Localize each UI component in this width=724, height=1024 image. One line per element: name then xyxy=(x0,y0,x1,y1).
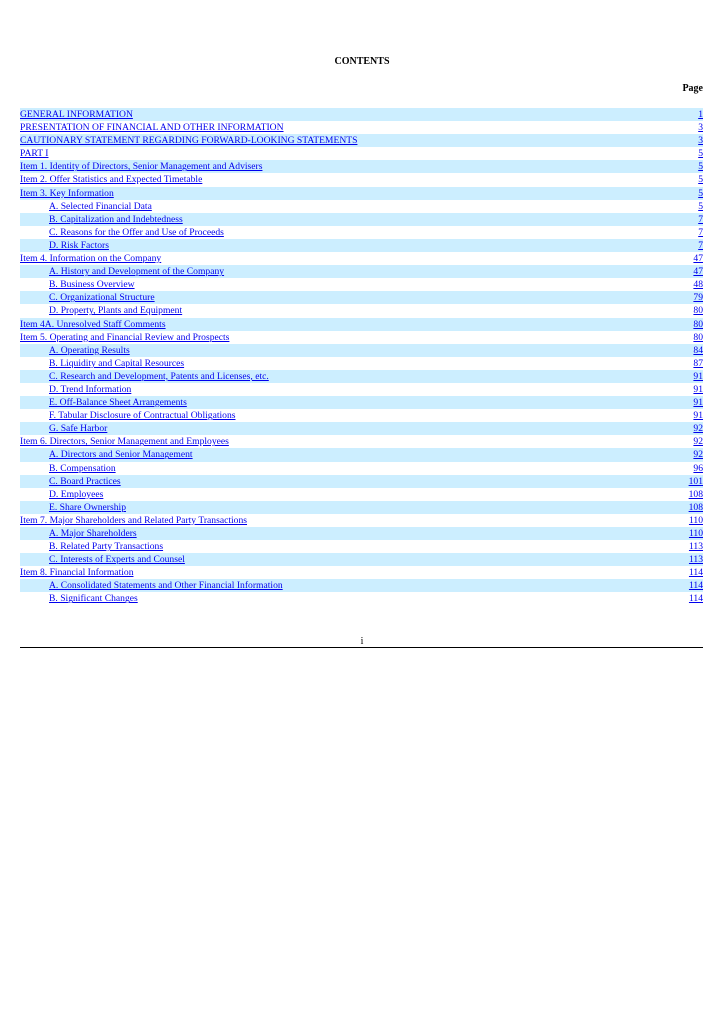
table-of-contents xyxy=(20,108,703,606)
toc-page-link[interactable]: 108 xyxy=(688,501,703,513)
toc-row xyxy=(20,187,703,200)
toc-row xyxy=(20,121,703,134)
toc-entry-link[interactable]: E. Share Ownership xyxy=(49,501,126,513)
toc-entry-link[interactable]: Item 4A. Unresolved Staff Comments xyxy=(20,318,166,330)
toc-page-link[interactable]: 47 xyxy=(693,253,703,265)
toc-row xyxy=(20,422,703,435)
toc-row xyxy=(20,108,703,121)
toc-entry-link[interactable]: A. Operating Results xyxy=(49,344,130,356)
toc-row xyxy=(20,501,703,514)
page-title: CONTENTS xyxy=(334,56,390,67)
toc-page-link[interactable]: 5 xyxy=(698,200,703,212)
toc-row xyxy=(20,134,703,147)
toc-page-link[interactable]: 113 xyxy=(688,554,703,566)
toc-page-link[interactable]: 7 xyxy=(698,226,703,238)
toc-row xyxy=(20,488,703,501)
toc-row xyxy=(20,527,703,540)
toc-row xyxy=(20,200,703,213)
toc-page-link[interactable]: 110 xyxy=(688,528,703,539)
toc-page-link[interactable]: 110 xyxy=(688,514,703,526)
toc-page-link[interactable]: 5 xyxy=(698,174,703,186)
toc-entry-link[interactable]: D. Trend Information xyxy=(49,383,132,395)
toc-page-link[interactable]: 47 xyxy=(693,266,703,278)
toc-entry-link[interactable]: Item 4. Information on the Company xyxy=(20,253,162,265)
toc-entry-link[interactable]: Item 3. Key Information xyxy=(20,187,114,199)
toc-row xyxy=(20,383,703,396)
toc-entry-link[interactable]: A. Directors and Senior Management xyxy=(49,449,193,461)
toc-entry-link[interactable]: A. Consolidated Statements and Other Financial Information xyxy=(49,580,283,592)
toc-page-link[interactable]: 80 xyxy=(693,305,703,317)
toc-page-link[interactable]: 101 xyxy=(688,475,703,487)
toc-entry-link[interactable]: D. Property, Plants and Equipment xyxy=(49,305,183,317)
toc-page-link[interactable]: 5 xyxy=(698,148,703,160)
toc-entry-link[interactable]: A. Selected Financial Data xyxy=(49,200,152,212)
toc-entry-link[interactable]: C. Reasons for the Offer and Use of Proceeds xyxy=(49,226,224,238)
toc-row xyxy=(20,344,703,357)
toc-row xyxy=(20,213,703,226)
toc-entry-link[interactable]: CAUTIONARY STATEMENT REGARDING FORWARD-LOOKING STATEMENTS xyxy=(20,135,358,147)
toc-entry-link[interactable]: D. Risk Factors xyxy=(49,239,109,251)
toc-entry-link[interactable]: A. History and Development of the Company xyxy=(49,266,225,278)
toc-row xyxy=(20,147,703,160)
footer-divider xyxy=(20,647,703,648)
toc-entry-link[interactable]: C. Interests of Experts and Counsel xyxy=(49,554,185,566)
toc-entry-link[interactable]: Item 5. Operating and Financial Review and Prospects xyxy=(20,331,230,343)
toc-row xyxy=(20,396,703,409)
toc-page-link[interactable]: 92 xyxy=(693,449,703,461)
toc-entry-link[interactable]: PRESENTATION OF FINANCIAL AND OTHER INFORMATION xyxy=(20,122,284,134)
toc-row xyxy=(20,475,703,488)
toc-entry-link[interactable]: Item 7. Major Shareholders and Related Party Transactions xyxy=(20,514,248,526)
toc-page-link[interactable]: 91 xyxy=(693,397,703,409)
toc-row xyxy=(20,370,703,383)
toc-entry-link[interactable]: B. Related Party Transactions xyxy=(49,541,164,553)
toc-row xyxy=(20,239,703,252)
toc-row xyxy=(20,462,703,475)
toc-page-link[interactable]: 87 xyxy=(693,357,703,369)
toc-page-link[interactable]: 91 xyxy=(693,410,703,422)
toc-row xyxy=(20,553,703,566)
toc-row xyxy=(20,278,703,291)
toc-page-link[interactable]: 80 xyxy=(693,331,703,343)
toc-page-link[interactable]: 7 xyxy=(698,213,703,225)
toc-page-link[interactable]: 5 xyxy=(698,161,703,173)
toc-row xyxy=(20,173,703,186)
toc-entry-link[interactable]: B. Liquidity and Capital Resources xyxy=(49,357,185,369)
toc-page-link[interactable]: 79 xyxy=(693,292,703,304)
toc-entry-link[interactable]: F. Tabular Disclosure of Contractual Obligations xyxy=(49,410,236,422)
toc-page-link[interactable]: 80 xyxy=(693,318,703,330)
toc-row xyxy=(20,252,703,265)
toc-entry-link[interactable]: B. Business Overview xyxy=(49,279,135,291)
toc-page-link[interactable]: 1 xyxy=(698,109,703,120)
toc-row xyxy=(20,409,703,422)
toc-entry-link[interactable]: G. Safe Harbor xyxy=(49,423,108,435)
toc-row xyxy=(20,331,703,344)
toc-entry-link[interactable]: D. Employees xyxy=(49,488,104,500)
toc-row xyxy=(20,592,703,605)
footer-page-number: i xyxy=(360,636,364,647)
toc-entry-link[interactable]: Item 6. Directors, Senior Management and Employees xyxy=(20,436,229,448)
toc-entry-link[interactable]: B. Significant Changes xyxy=(49,593,138,605)
toc-page-link[interactable]: 91 xyxy=(693,370,703,382)
toc-page-link[interactable]: 114 xyxy=(688,593,703,605)
toc-entry-link[interactable]: Item 8. Financial Information xyxy=(20,567,134,579)
toc-page-link[interactable]: 3 xyxy=(698,135,703,147)
page-column-header: Page xyxy=(682,83,703,94)
toc-page-link[interactable]: 108 xyxy=(688,488,703,500)
toc-row xyxy=(20,318,703,331)
toc-page-link[interactable]: 7 xyxy=(698,239,703,251)
toc-page-link[interactable]: 113 xyxy=(688,541,703,553)
toc-page-link[interactable]: 91 xyxy=(693,383,703,395)
toc-entry-link[interactable]: C. Research and Development, Patents and Licenses, etc. xyxy=(49,370,269,382)
toc-row xyxy=(20,160,703,173)
toc-page-link[interactable]: 3 xyxy=(698,122,703,134)
toc-entry-link[interactable]: PART I xyxy=(20,148,49,160)
toc-entry-link[interactable]: GENERAL INFORMATION xyxy=(20,109,133,120)
toc-row xyxy=(20,226,703,239)
toc-entry-link[interactable]: Item 1. Identity of Directors, Senior Management and Advisers xyxy=(20,161,263,173)
toc-page-link[interactable]: 96 xyxy=(693,462,703,474)
toc-page-link[interactable]: 48 xyxy=(693,279,703,291)
toc-page-link[interactable]: 114 xyxy=(688,567,703,579)
toc-entry-link[interactable]: C. Board Practices xyxy=(49,475,121,487)
toc-row xyxy=(20,435,703,448)
toc-entry-link[interactable]: B. Capitalization and Indebtedness xyxy=(49,213,183,225)
toc-row xyxy=(20,566,703,579)
toc-row xyxy=(20,304,703,317)
toc-entry-link[interactable]: Item 2. Offer Statistics and Expected Timetable xyxy=(20,174,203,186)
toc-page-link[interactable]: 92 xyxy=(693,423,703,435)
toc-page-link[interactable]: 114 xyxy=(688,580,703,592)
toc-entry-link[interactable]: E. Off-Balance Sheet Arrangements xyxy=(49,397,187,409)
toc-row xyxy=(20,514,703,527)
toc-entry-link[interactable]: C. Organizational Structure xyxy=(49,292,155,304)
toc-page-link[interactable]: 5 xyxy=(698,187,703,199)
toc-page-link[interactable]: 92 xyxy=(693,436,703,448)
toc-row xyxy=(20,448,703,461)
toc-entry-link[interactable]: A. Major Shareholders xyxy=(49,528,137,539)
toc-row xyxy=(20,540,703,553)
toc-page-link[interactable]: 84 xyxy=(693,344,703,356)
toc-row xyxy=(20,291,703,304)
toc-row xyxy=(20,579,703,592)
toc-entry-link[interactable]: B. Compensation xyxy=(49,462,116,474)
toc-row xyxy=(20,357,703,370)
toc-row xyxy=(20,265,703,278)
